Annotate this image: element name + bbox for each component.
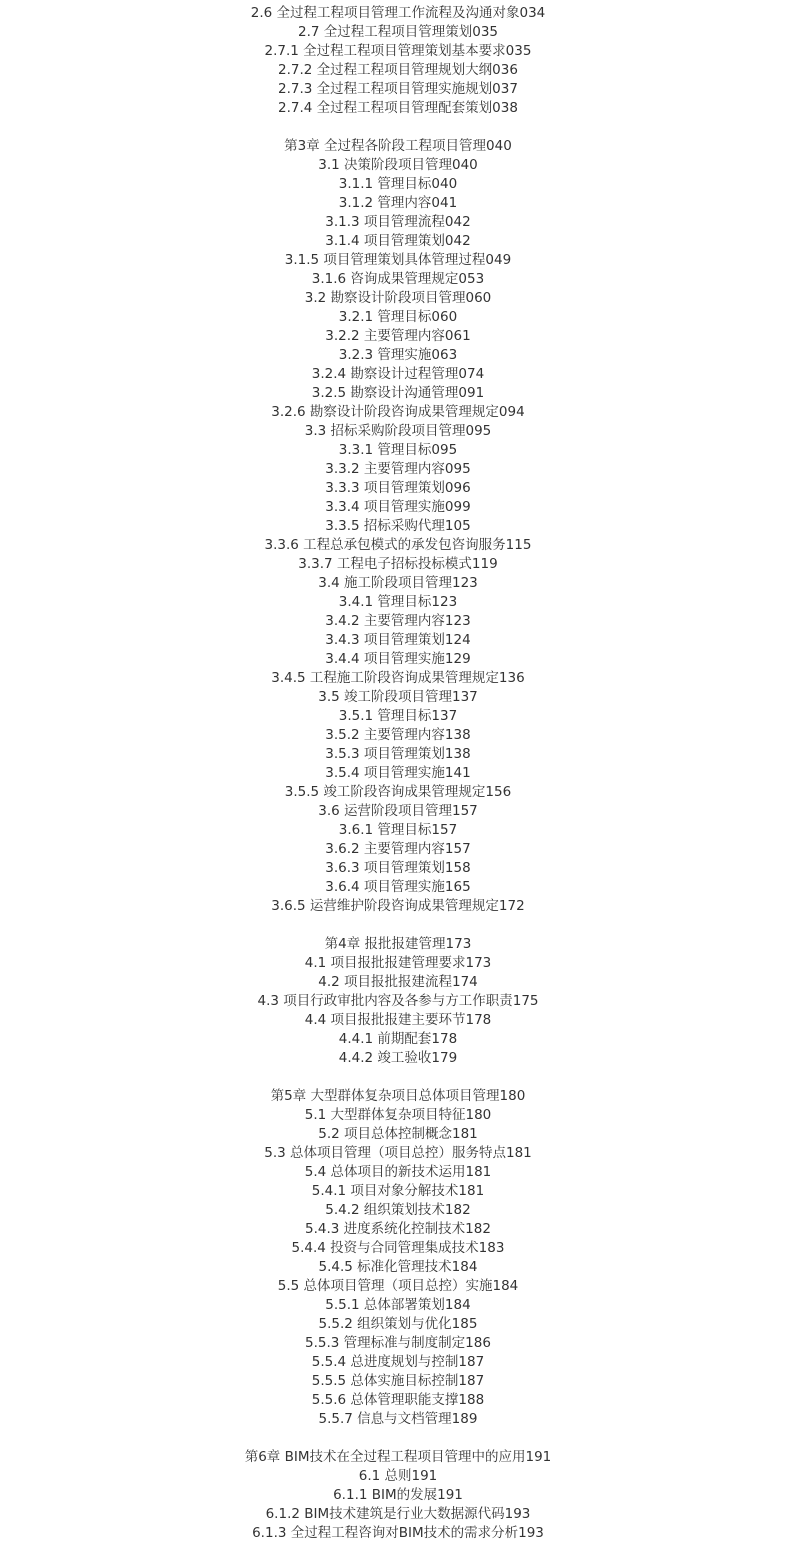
section-spacer [0,118,796,137]
toc-entry: 4.1 项目报批报建管理要求173 [304,955,492,971]
toc-entry: 4.4.2 竣工验收179 [338,1050,458,1066]
toc-entry: 5.4.1 项目对象分解技术181 [311,1183,485,1199]
toc-entry: 3.4.4 项目管理实施129 [325,651,471,667]
toc-entry: 2.7.3 全过程工程项目管理实施规划037 [278,81,518,97]
toc-entry: 3.2.2 主要管理内容061 [325,328,471,344]
toc-entry: 3.1.3 项目管理流程042 [325,214,471,230]
toc-entry: 3.2.3 管理实施063 [338,347,458,363]
toc-entry: 3.1.2 管理内容041 [338,195,458,211]
toc-entry: 3.3 招标采购阶段项目管理095 [304,423,492,439]
toc-entry: 3.1.1 管理目标040 [338,176,458,192]
toc-entry: 5.4.3 进度系统化控制技术182 [305,1221,491,1237]
toc-entry: 5.4.4 投资与合同管理集成技术183 [291,1240,505,1256]
toc-entry: 3.6.4 项目管理实施165 [325,879,471,895]
toc-entry: 5.5.5 总体实施目标控制187 [311,1373,485,1389]
toc-entry: 3.2 勘察设计阶段项目管理060 [304,290,492,306]
toc-entry: 3.3.5 招标采购代理105 [325,518,471,534]
section-spacer [0,1068,796,1087]
toc-entry: 3.6.1 管理目标157 [338,822,458,838]
toc-entry: 5.4.5 标准化管理技术184 [318,1259,478,1275]
toc-entry: 3.6.5 运营维护阶段咨询成果管理规定172 [271,898,525,914]
section-spacer [0,1429,796,1448]
toc-entry: 6.1.2 BIM技术建筑是行业大数据源代码193 [265,1506,531,1522]
toc-entry: 3.5 竣工阶段项目管理137 [318,689,478,705]
toc-entry: 3.3.3 项目管理策划096 [325,480,471,496]
toc-entry: 3.6.2 主要管理内容157 [325,841,471,857]
toc-chapter-heading: 第3章 全过程各阶段工程项目管理040 [284,138,512,154]
toc-entry: 6.1.3 全过程工程咨询对BIM技术的需求分析193 [252,1525,544,1541]
toc-entry: 5.5.2 组织策划与优化185 [318,1316,478,1332]
toc-entry: 3.3.4 项目管理实施099 [325,499,471,515]
toc-chapter-heading: 第4章 报批报建管理173 [324,936,472,952]
toc-entry: 4.3 项目行政审批内容及各参与方工作职责175 [257,993,539,1009]
toc-entry: 2.7.4 全过程工程项目管理配套策划038 [278,100,518,116]
section-spacer [0,916,796,935]
toc-chapter-heading: 第6章 BIM技术在全过程工程项目管理中的应用191 [244,1449,552,1465]
toc-entry: 5.5.1 总体部署策划184 [325,1297,471,1313]
toc-entry: 5.5 总体项目管理（项目总控）实施184 [277,1278,519,1294]
toc-entry: 3.3.1 管理目标095 [338,442,458,458]
toc-entry: 3.3.6 工程总承包模式的承发包咨询服务115 [264,537,532,553]
toc-entry: 4.2 项目报批报建流程174 [318,974,478,990]
toc-entry: 3.2.4 勘察设计过程管理074 [311,366,485,382]
toc-entry: 5.2 项目总体控制概念181 [318,1126,478,1142]
toc-entry: 3.6 运营阶段项目管理157 [318,803,478,819]
toc-entry: 3.2.6 勘察设计阶段咨询成果管理规定094 [271,404,525,420]
toc-entry: 6.1.1 BIM的发展191 [333,1487,463,1503]
toc-entry: 3.6.3 项目管理策划158 [325,860,471,876]
toc-entry: 3.1.5 项目管理策划具体管理过程049 [284,252,512,268]
toc-entry: 5.1 大型群体复杂项目特征180 [304,1107,492,1123]
toc-entry: 4.4.1 前期配套178 [338,1031,458,1047]
toc-entry: 3.2.5 勘察设计沟通管理091 [311,385,485,401]
toc-entry: 5.5.4 总进度规划与控制187 [311,1354,485,1370]
toc-entry: 3.4.5 工程施工阶段咨询成果管理规定136 [271,670,525,686]
toc-entry: 3.5.1 管理目标137 [338,708,458,724]
toc-entry: 3.1.4 项目管理策划042 [325,233,471,249]
toc-entry: 3.5.4 项目管理实施141 [325,765,471,781]
toc-entry: 4.4 项目报批报建主要环节178 [304,1012,492,1028]
toc-entry: 5.4.2 组织策划技术182 [325,1202,471,1218]
toc-entry: 2.7 全过程工程项目管理策划035 [297,24,499,40]
toc-entry: 5.5.7 信息与文档管理189 [318,1411,478,1427]
toc-chapter-heading: 第5章 大型群体复杂项目总体项目管理180 [270,1088,526,1104]
toc-entry: 3.4 施工阶段项目管理123 [318,575,478,591]
toc-entry: 5.5.6 总体管理职能支撑188 [311,1392,485,1408]
toc-entry: 3.1 决策阶段项目管理040 [318,157,478,173]
toc-entry: 6.1 总则191 [358,1468,438,1484]
toc-entry: 3.3.7 工程电子招标投标模式119 [298,556,498,572]
toc-entry: 2.7.1 全过程工程项目管理策划基本要求035 [264,43,532,59]
toc-entry: 3.1.6 咨询成果管理规定053 [311,271,485,287]
toc-entry: 2.7.2 全过程工程项目管理规划大纲036 [278,62,518,78]
toc-entry: 2.6 全过程工程项目管理工作流程及沟通对象034 [250,5,546,21]
toc-entry: 3.3.2 主要管理内容095 [325,461,471,477]
toc-entry: 3.2.1 管理目标060 [338,309,458,325]
toc-entry: 5.3 总体项目管理（项目总控）服务特点181 [264,1145,532,1161]
toc-entry: 3.5.5 竣工阶段咨询成果管理规定156 [284,784,512,800]
toc-entry: 5.5.3 管理标准与制度制定186 [305,1335,491,1351]
table-of-contents [0,4,796,1543]
toc-entry: 3.4.2 主要管理内容123 [325,613,471,629]
toc-entry: 3.5.3 项目管理策划138 [325,746,471,762]
toc-entry: 3.5.2 主要管理内容138 [325,727,471,743]
toc-entry: 5.4 总体项目的新技术运用181 [304,1164,492,1180]
toc-entry: 3.4.1 管理目标123 [338,594,458,610]
toc-entry: 3.4.3 项目管理策划124 [325,632,471,648]
